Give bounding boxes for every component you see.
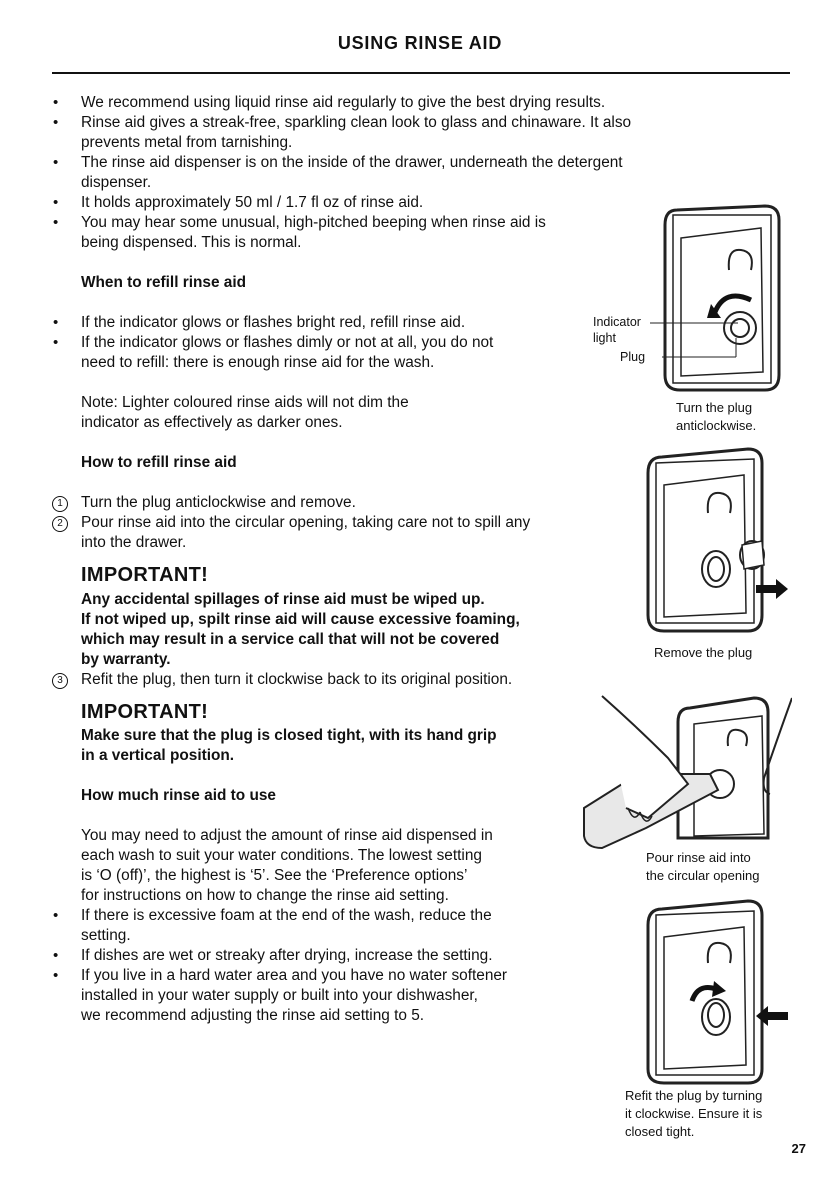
page-title: USING RINSE AID bbox=[337, 33, 503, 53]
intro-bullet-2-line1: Rinse aid gives a streak-free, sparkling clean look to glass and chinaware. It also bbox=[81, 114, 632, 131]
caption-4-line1: Refit the plug by turning bbox=[625, 1088, 763, 1103]
how-much-para-line3: is ‘O (off)’, the highest is ‘5’. See the ‘Preference options’ bbox=[81, 867, 468, 884]
important-heading-1: IMPORTANT! bbox=[81, 564, 209, 586]
refill-when-heading: When to refill rinse aid bbox=[81, 274, 247, 291]
bullet-glyph: • bbox=[53, 94, 59, 111]
how-much-bullet-1-line2: setting. bbox=[81, 927, 131, 944]
important1-line2: If not wiped up, spilt rinse aid will cause excessive foaming, bbox=[81, 611, 520, 628]
intro-bullet-3-line2: dispenser. bbox=[81, 174, 152, 191]
page-number: 27 bbox=[791, 1141, 806, 1156]
important-heading-2: IMPORTANT! bbox=[81, 701, 209, 723]
title-rule bbox=[52, 72, 790, 74]
how-much-bullet-3-line1: If you live in a hard water area and you have no water softener bbox=[81, 967, 508, 984]
caption-3-line1: Pour rinse aid into bbox=[646, 850, 751, 865]
bullet-glyph: • bbox=[53, 907, 59, 924]
caption-1-line2: anticlockwise. bbox=[676, 418, 757, 433]
important2-line1: Make sure that the plug is closed tight, with its hand grip bbox=[81, 727, 497, 744]
how-much-heading: How much rinse aid to use bbox=[81, 787, 276, 804]
how-much-bullet-1-line1: If there is excessive foam at the end of the wash, reduce the bbox=[81, 907, 492, 924]
intro-bullet-5-line2: being dispensed. This is normal. bbox=[81, 234, 302, 251]
intro-bullet-3-line1: The rinse aid dispenser is on the inside of the drawer, underneath the detergent bbox=[81, 154, 623, 171]
indicator-label-line1: Indicator bbox=[593, 315, 641, 329]
figure-turn-plug bbox=[655, 200, 790, 400]
refill-bullet-1: If the indicator glows or flashes bright red, refill rinse aid. bbox=[81, 314, 466, 331]
refill-how-heading: How to refill rinse aid bbox=[81, 454, 237, 471]
figure-remove-plug bbox=[640, 445, 790, 645]
bullet-glyph: • bbox=[53, 967, 59, 984]
important1-line3: which may result in a service call that will not be covered bbox=[81, 631, 500, 648]
bullet-glyph: • bbox=[53, 947, 59, 964]
step-number-3: 3 bbox=[52, 673, 68, 689]
note-line2: indicator as effectively as darker ones. bbox=[81, 414, 343, 431]
caption-1-line1: Turn the plug bbox=[676, 400, 753, 415]
step-number-1: 1 bbox=[52, 496, 68, 512]
refill-bullet-2-line1: If the indicator glows or flashes dimly or not at all, you do not bbox=[81, 334, 494, 351]
intro-bullet-4: It holds approximately 50 ml / 1.7 fl oz of rinse aid. bbox=[81, 194, 424, 211]
step3-text: Refit the plug, then turn it clockwise back to its original position. bbox=[81, 671, 513, 688]
figure-refit-plug bbox=[640, 897, 790, 1087]
important2-line2: in a vertical position. bbox=[81, 747, 235, 764]
how-much-para-line1: You may need to adjust the amount of rinse aid dispensed in bbox=[81, 827, 493, 844]
intro-bullet-2-line2: prevents metal from tarnishing. bbox=[81, 134, 293, 151]
bullet-glyph: • bbox=[53, 214, 59, 231]
caption-3-line2: the circular opening bbox=[646, 868, 760, 883]
bullet-glyph: • bbox=[53, 154, 59, 171]
step2-line1: Pour rinse aid into the circular opening, taking care not to spill any bbox=[81, 514, 531, 531]
caption-2: Remove the plug bbox=[654, 645, 753, 660]
how-much-bullet-3-line2: installed in your water supply or built into your dishwasher, bbox=[81, 987, 478, 1004]
step2-line2: into the drawer. bbox=[81, 534, 187, 551]
intro-bullet-1: We recommend using liquid rinse aid regularly to give the best drying results. bbox=[81, 94, 606, 111]
caption-4-line2: it clockwise. Ensure it is bbox=[625, 1106, 763, 1121]
figure-pour-rinse-aid bbox=[578, 688, 792, 853]
step1-text: Turn the plug anticlockwise and remove. bbox=[81, 494, 356, 511]
figure-leader-lines bbox=[650, 318, 750, 363]
bullet-glyph: • bbox=[53, 114, 59, 131]
important1-line4: by warranty. bbox=[81, 651, 171, 668]
how-much-para-line2: each wash to suit your water conditions. The lowest setting bbox=[81, 847, 482, 864]
bullet-glyph: • bbox=[53, 194, 59, 211]
bullet-glyph: • bbox=[53, 314, 59, 331]
refill-bullet-2-line2: need to refill: there is enough rinse aid for the wash. bbox=[81, 354, 435, 371]
important1-line1: Any accidental spillages of rinse aid must be wiped up. bbox=[81, 591, 485, 608]
bullet-glyph: • bbox=[53, 334, 59, 351]
note-line1: Note: Lighter coloured rinse aids will not dim the bbox=[81, 394, 409, 411]
intro-bullet-5-line1: You may hear some unusual, high-pitched beeping when rinse aid is bbox=[81, 214, 546, 231]
indicator-label-line2: light bbox=[593, 331, 616, 345]
plug-label: Plug bbox=[620, 350, 646, 364]
how-much-para-line4: for instructions on how to change the rinse aid setting. bbox=[81, 887, 449, 904]
step-number-2: 2 bbox=[52, 516, 68, 532]
caption-4-line3: closed tight. bbox=[625, 1124, 695, 1139]
how-much-bullet-2: If dishes are wet or streaky after drying, increase the setting. bbox=[81, 947, 493, 964]
how-much-bullet-3-line3: we recommend adjusting the rinse aid setting to 5. bbox=[81, 1007, 425, 1024]
